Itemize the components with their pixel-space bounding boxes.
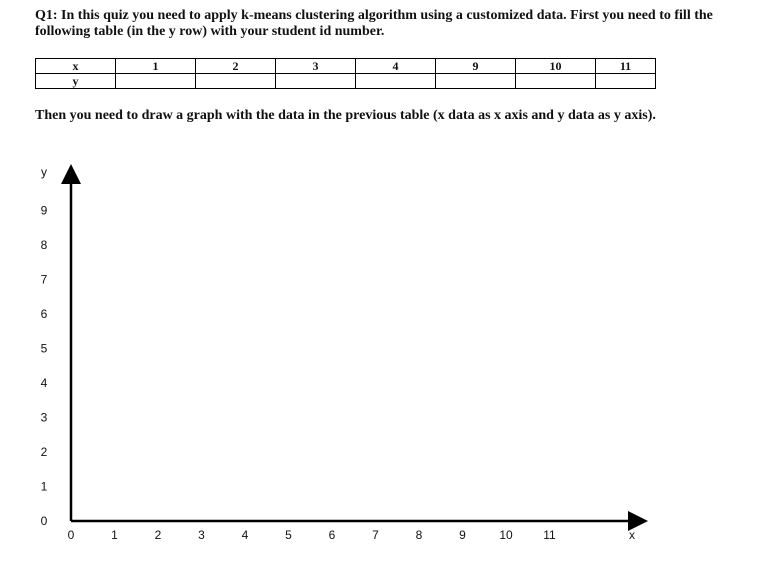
table-cell-x: 2 [196,59,276,74]
y-tick-label: 9 [40,203,48,218]
x-tick-label: 2 [154,528,162,542]
y-tick-labels [41,204,48,529]
x-axis-label: x [629,528,635,542]
table-cell-y[interactable] [356,74,436,89]
table-cell-y[interactable] [276,74,356,89]
x-tick-label: 8 [415,528,423,542]
table-cell-x: 1 [116,59,196,74]
y-tick-label: 2 [40,445,48,459]
data-table [35,58,656,89]
y-tick-label: 5 [40,341,48,356]
table-cell-y[interactable] [196,74,276,89]
y-tick-label: 4 [40,376,48,390]
x-tick-label: 0 [67,528,75,542]
table-cell-x: 3 [276,59,356,74]
x-tick-label: 10 [499,528,513,542]
x-tick-label: 7 [372,528,379,542]
graph-area [0,150,763,560]
instruction-text: Then you need to draw a graph with the data in the previous table (x data as x axis and y data as y axis). [35,108,656,123]
x-tick-label: 9 [459,528,466,542]
table-cell-x: 4 [356,59,436,74]
y-tick-label: 6 [40,307,48,321]
table-header-x: x [36,59,116,74]
x-tick-labels [68,528,556,542]
table-row-x [36,59,656,74]
x-tick-label: 4 [241,528,249,542]
table-cell-y[interactable] [116,74,196,89]
table-cell-y[interactable] [436,74,516,89]
x-tick-label: 1 [111,528,118,542]
y-tick-label: 7 [40,272,48,287]
x-tick-label: 5 [285,528,292,542]
table-cell-x: 10 [516,59,596,74]
table-cell-x: 11 [596,59,656,74]
table-header-y: y [36,74,116,89]
table-cell-y[interactable] [596,74,656,89]
y-tick-label: 3 [40,410,48,425]
y-tick-label: 0 [40,514,48,528]
x-tick-label: 11 [543,528,556,542]
question-text: Q1: In this quiz you need to apply k-means clustering algorithm using a customized data. First you need to fill the following table (in the y row) with your student id number. [35,8,713,39]
table-cell-x: 9 [436,59,516,74]
table-row-y [36,74,656,89]
x-tick-label: 3 [198,528,205,542]
y-axis-label: y [41,165,47,179]
y-tick-label: 1 [40,479,48,494]
x-tick-label: 6 [328,528,336,542]
table-cell-y[interactable] [516,74,596,89]
y-tick-label: 8 [40,238,48,252]
